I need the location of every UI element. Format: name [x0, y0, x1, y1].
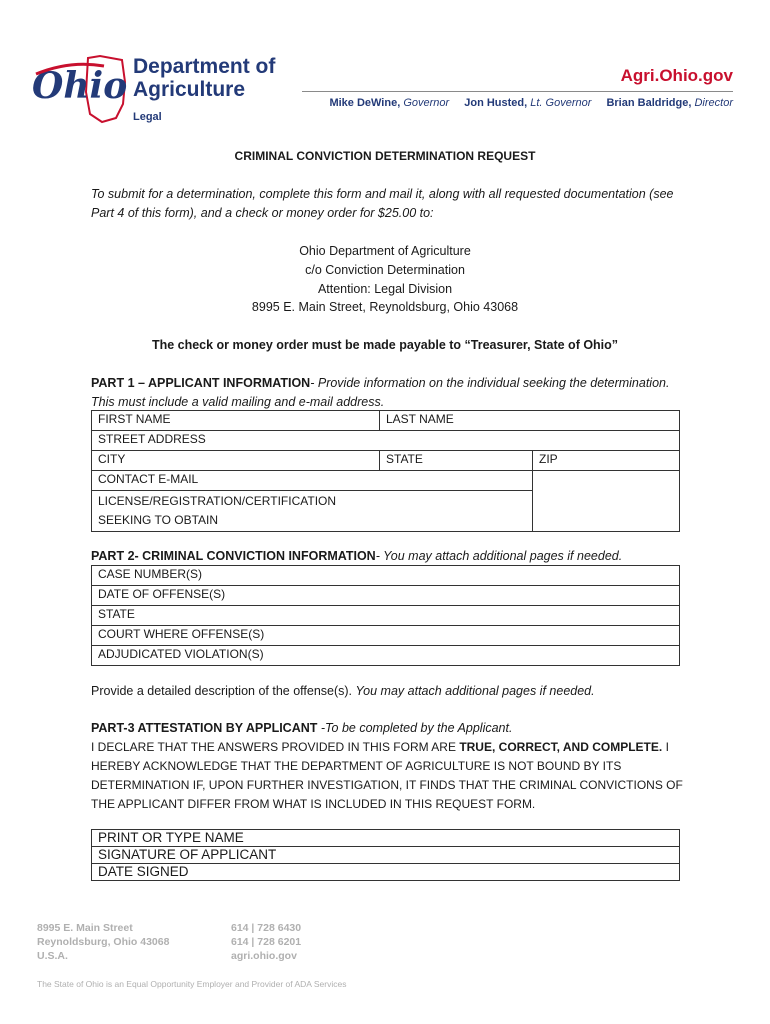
- logo-text: Ohio: [32, 65, 128, 107]
- header-divider: [302, 91, 733, 92]
- official-name-lt-governor: Jon Husted,: [464, 97, 528, 109]
- payable-notice: The check or money order must be made payable to “Treasurer, State of Ohio”: [151, 338, 619, 352]
- declaration-pre: I DECLARE THAT THE ANSWERS PROVIDED IN THIS FORM ARE: [91, 740, 456, 754]
- ohio-logo: [30, 52, 130, 128]
- address-line: c/o Conviction Determination: [305, 262, 465, 277]
- officials-list: [329, 97, 733, 109]
- description-text: Provide a detailed description of the offense(s).: [91, 684, 353, 698]
- address-line: Attention: Legal Division: [317, 281, 453, 296]
- part3-note: -To be completed by the Applicant.: [320, 721, 513, 735]
- state-field[interactable]: STATE: [380, 451, 533, 471]
- court-field[interactable]: COURT WHERE OFFENSE(S): [92, 626, 680, 646]
- equal-opportunity-note: The State of Ohio is an Equal Opportunity Employer and Provider of ADA Services: [37, 979, 347, 989]
- part3-title: PART-3 ATTESTATION BY APPLICANT: [91, 721, 318, 735]
- part3-heading: [91, 719, 691, 738]
- form-title: CRIMINAL CONVICTION DETERMINATION REQUEST: [234, 149, 536, 163]
- conviction-info-table: [91, 565, 680, 666]
- official-title-governor: Governor: [403, 97, 450, 109]
- department-line-2: Agriculture: [133, 78, 246, 101]
- part1-heading: [91, 374, 691, 412]
- mailing-address: [0, 242, 770, 317]
- official-name-governor: Mike DeWine,: [329, 97, 401, 109]
- department-line-1: Department of: [133, 55, 276, 78]
- license-field[interactable]: [92, 491, 533, 532]
- website-link[interactable]: Agri.Ohio.gov: [620, 66, 733, 85]
- description-note: You may attach additional pages if needed.: [355, 684, 595, 698]
- footer-contact: [231, 921, 301, 963]
- description-prompt: [91, 682, 691, 701]
- signature-table: [91, 829, 680, 881]
- official-title-lt-governor: Lt. Governor: [530, 97, 592, 109]
- city-field[interactable]: CITY: [92, 451, 380, 471]
- declaration-post: I HEREBY ACKNOWLEDGE THAT THE DEPARTMENT OF AGRICULTURE IS NOT BOUND BY ITS DETERMINATION IF, UPON FURTHER INVESTIGATION, IT FINDS THAT THE CRIMINAL CONVICTIONS OF THE APPLICANT DIFFER FROM WHAT IS INCLUDED IN THIS REQUEST FORM.: [91, 740, 683, 811]
- official-name-director: Brian Baldridge,: [606, 97, 692, 109]
- case-number-field[interactable]: CASE NUMBER(S): [92, 566, 680, 586]
- email-license-right-cell[interactable]: [533, 471, 680, 532]
- license-label-line-2: SEEKING TO OBTAIN: [98, 513, 219, 527]
- footer-address: [37, 921, 169, 963]
- declaration-bold: TRUE, CORRECT, AND COMPLETE.: [459, 740, 663, 754]
- footer-phone: 614 | 728 6430: [231, 922, 302, 934]
- part1-note: - Provide information on the individual seeking the determination. This must include a valid mailing and e-mail address.: [91, 376, 670, 409]
- print-name-field[interactable]: PRINT OR TYPE NAME: [92, 830, 680, 847]
- footer-website[interactable]: agri.ohio.gov: [231, 950, 297, 962]
- address-line: Ohio Department of Agriculture: [299, 244, 471, 258]
- date-signed-field[interactable]: DATE SIGNED: [92, 864, 680, 881]
- form-intro: To submit for a determination, complete this form and mail it, along with all requested documentation (see Part 4 of this form), and a check or money order for $25.00 to:: [91, 187, 674, 220]
- part2-heading: [91, 547, 691, 566]
- part2-title: PART 2- CRIMINAL CONVICTION INFORMATION: [91, 549, 376, 563]
- address-line: 8995 E. Main Street, Reynoldsburg, Ohio 43068: [251, 300, 519, 315]
- signature-field[interactable]: SIGNATURE OF APPLICANT: [92, 847, 680, 864]
- applicant-info-table: [91, 410, 680, 532]
- license-label-line-1: LICENSE/REGISTRATION/CERTIFICATION: [98, 494, 337, 508]
- street-address-field[interactable]: STREET ADDRESS: [92, 431, 680, 451]
- adjudicated-violation-field[interactable]: ADJUDICATED VIOLATION(S): [92, 646, 680, 666]
- footer-address-line: U.S.A.: [37, 950, 68, 962]
- footer-address-line: 8995 E. Main Street: [37, 922, 133, 934]
- part1-title: PART 1 – APPLICANT INFORMATION: [91, 376, 311, 390]
- footer-address-line: Reynoldsburg, Ohio 43068: [37, 936, 170, 948]
- first-name-field[interactable]: FIRST NAME: [92, 411, 380, 431]
- department-name: [133, 55, 275, 101]
- declaration-text: [91, 738, 691, 814]
- department-division: Legal: [133, 111, 162, 123]
- footer-fax: 614 | 728 6201: [231, 936, 302, 948]
- last-name-field[interactable]: LAST NAME: [380, 411, 680, 431]
- email-field[interactable]: CONTACT E-MAIL: [92, 471, 533, 491]
- part2-note: - You may attach additional pages if needed.: [375, 549, 623, 563]
- official-title-director: Director: [694, 97, 733, 109]
- date-of-offense-field[interactable]: DATE OF OFFENSE(S): [92, 586, 680, 606]
- offense-state-field[interactable]: STATE: [92, 606, 680, 626]
- zip-field[interactable]: ZIP: [533, 451, 680, 471]
